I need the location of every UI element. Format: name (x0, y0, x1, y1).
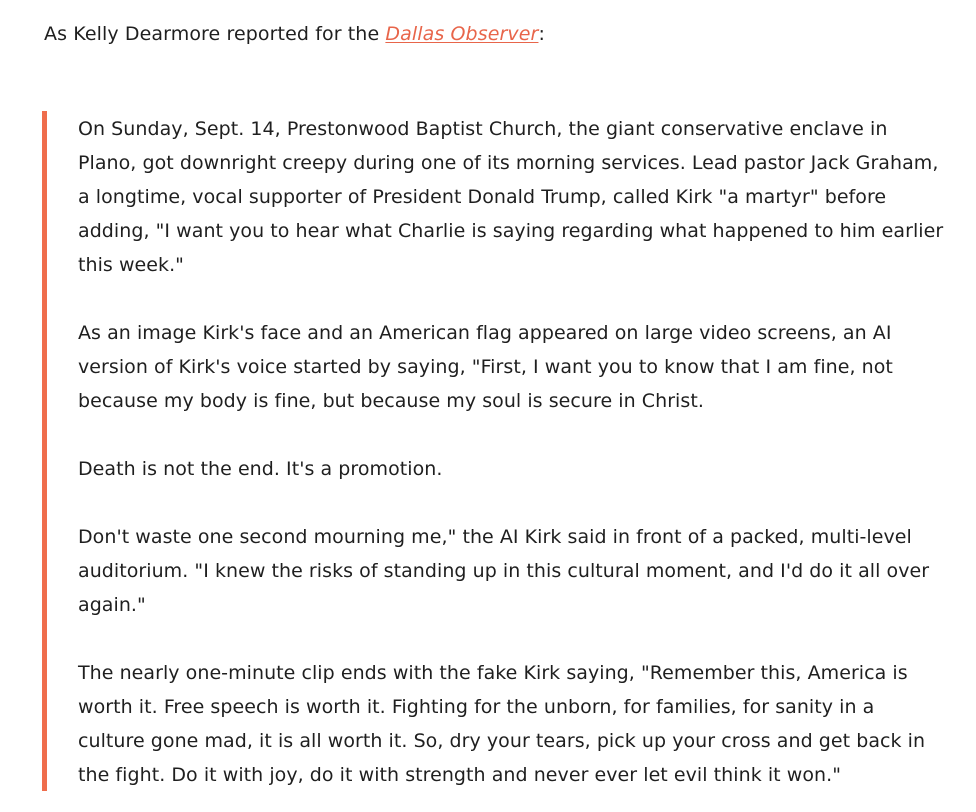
quote-paragraph-4: Don't waste one second mourning me," the AI Kirk said in front of a packed, multi-level auditorium. "I knew the risks of standing up in this cultural moment, and I'd do it all over again." (78, 526, 930, 616)
quote-paragraph-1: On Sunday, Sept. 14, Prestonwood Baptist Church, the giant conservative enclave in Plano, got downright creepy during one of its morning services. Lead pastor Jack Graham, a longtime, vocal supporter of President Donald Trump, called Kirk "a martyr" before adding, "I want you to hear what Charlie is saying regarding what happened to him earlier this week." (78, 118, 944, 276)
quote-paragraph-2: As an image Kirk's face and an American flag appeared on large video screens, an AI version of Kirk's voice started by saying, "First, I want you to know that I am fine, not because my body is fine, but because my soul is secure in Christ. (78, 322, 893, 412)
intro-text: As Kelly Dearmore reported for the (44, 23, 386, 45)
blockquote (42, 111, 942, 791)
quote-paragraph-3: Death is not the end. It's a promotion. (78, 458, 443, 480)
intro-colon: : (538, 23, 545, 45)
quote-paragraph-5: The nearly one-minute clip ends with the fake Kirk saying, "Remember this, America is worth it. Free speech is worth it. Fighting for the unborn, for families, for sanity in a culture gone mad, it is all worth it. So, dry your tears, pick up your cross and get back in the fight. Do it with joy, do it with strength and never ever let evil think it won." (78, 662, 926, 786)
intro-sentence (44, 20, 545, 48)
dallas-observer-link[interactable]: Dallas Observer (385, 23, 539, 45)
